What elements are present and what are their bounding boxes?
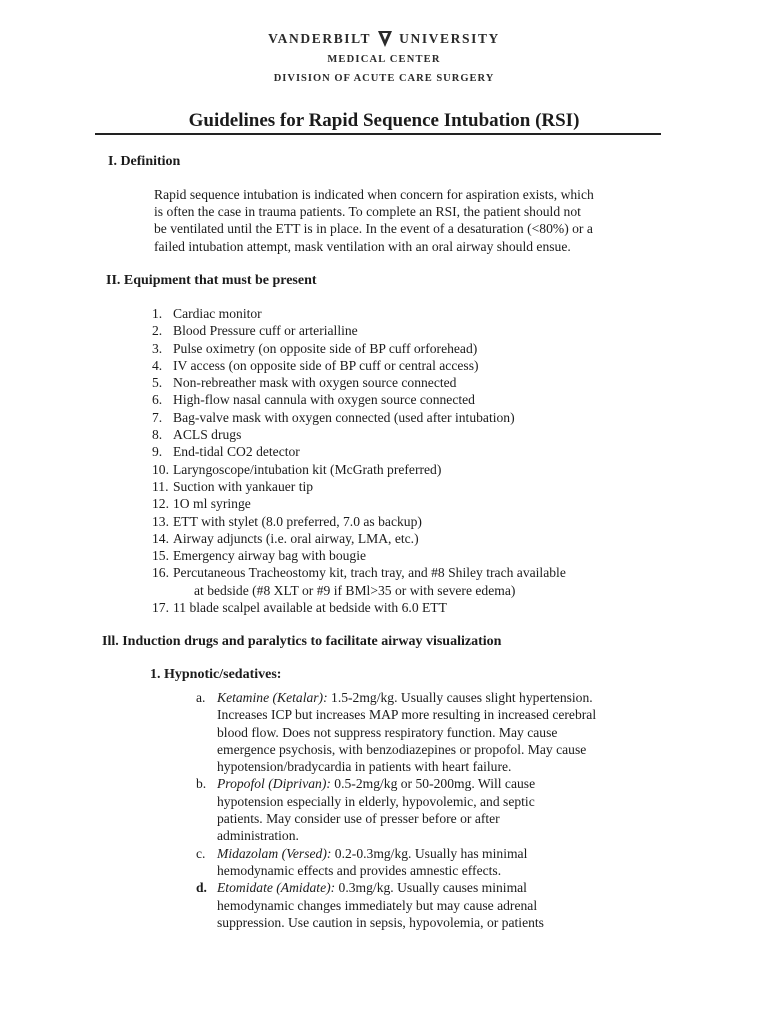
drug-item xyxy=(196,845,636,880)
drug-item-body xyxy=(217,845,636,880)
equipment-item-text: Airway adjuncts (i.e. oral airway, LMA, etc.) xyxy=(173,530,419,546)
drug-item-line: Increases ICP but increases MAP more resulting in increased cerebral xyxy=(217,707,597,723)
drug-description: 0.5-2mg/kg or 50-200mg. Will cause xyxy=(330,776,536,792)
equipment-item-number: 15. xyxy=(152,548,169,564)
document-title: Guidelines for Rapid Sequence Intubation (RSI) xyxy=(188,110,580,131)
equipment-item-text: Cardiac monitor xyxy=(173,306,262,321)
equipment-item xyxy=(152,599,566,616)
equipment-item xyxy=(152,391,566,408)
equipment-item xyxy=(152,426,566,443)
equipment-item xyxy=(152,582,566,599)
equipment-item-text: Percutaneous Tracheostomy kit, trach tray, and #8 Shiley trach available xyxy=(173,565,566,581)
drug-item-letter: b. xyxy=(196,776,207,792)
drug-item xyxy=(196,879,636,931)
drug-item-letter: d. xyxy=(196,880,207,896)
equipment-item-number: 8. xyxy=(152,427,163,443)
drug-description: 1.5-2mg/kg. Usually causes slight hypertension. xyxy=(327,690,593,705)
equipment-item-text: Laryngoscope/intubation kit (McGrath preferred) xyxy=(173,461,442,477)
equipment-item xyxy=(152,530,566,547)
equipment-item-number: 3. xyxy=(152,340,163,356)
equipment-item xyxy=(152,340,566,357)
equipment-item xyxy=(152,564,566,581)
equipment-item-text: Non-rebreather mask with oxygen source connected xyxy=(173,375,457,391)
drug-item xyxy=(196,689,636,775)
equipment-item-number: 13. xyxy=(152,513,169,529)
equipment-item-text: Emergency airway bag with bougie xyxy=(173,548,367,564)
equipment-item-number: 7. xyxy=(152,409,163,425)
equipment-item xyxy=(152,409,566,426)
drug-item-line: hemodynamic effects and provides amnestic effects. xyxy=(217,862,502,878)
definition-line: Rapid sequence intubation is indicated when concern for aspiration exists, which xyxy=(154,187,594,202)
drug-item-line: blood flow. Does not suppress respiratory function. May cause xyxy=(217,724,558,740)
definition-line: is often the case in trauma patients. To complete an RSI, the patient should not xyxy=(154,204,581,220)
drug-item-line: hemodynamic changes immediately but may cause adrenal xyxy=(217,897,538,913)
equipment-item-number: 17. xyxy=(152,600,169,616)
vanderbilt-v-icon xyxy=(377,30,393,48)
equipment-item-number xyxy=(152,582,173,599)
equipment-item-number: 2. xyxy=(152,323,163,339)
drug-item-letter: a. xyxy=(196,690,206,705)
equipment-item-text: End-tidal CO2 detector xyxy=(173,444,300,460)
drug-item-line xyxy=(217,879,636,896)
division-label: DIVISION OF ACUTE CARE SURGERY xyxy=(273,73,495,84)
equipment-item-number: 9. xyxy=(152,444,163,460)
drug-item-line xyxy=(217,845,636,862)
section-heading-induction: Ill. Induction drugs and paralytics to facilitate airway visualization xyxy=(102,634,502,649)
drug-item-line xyxy=(217,689,636,706)
logo-left-text: VANDERBILT xyxy=(268,31,372,46)
equipment-item xyxy=(152,322,566,339)
drug-item-line xyxy=(217,775,636,792)
equipment-item-text: ACLS drugs xyxy=(173,427,242,443)
equipment-item-number: 4. xyxy=(152,357,163,373)
drug-description: 0.2-0.3mg/kg. Usually has minimal xyxy=(331,845,528,861)
equipment-item-number: 10. xyxy=(152,461,169,477)
drug-name: Etomidate (Amidate): xyxy=(217,880,336,896)
equipment-item-text: 1O ml syringe xyxy=(173,496,251,512)
title-divider xyxy=(95,133,661,135)
equipment-item-number: 11. xyxy=(152,478,169,494)
equipment-item xyxy=(152,443,566,460)
drug-name: Propofol (Diprivan): xyxy=(217,776,331,792)
drug-name: Ketamine (Ketalar): xyxy=(217,690,328,705)
definition-line: failed intubation attempt, mask ventilation with an oral airway should ensue. xyxy=(154,238,571,254)
equipment-item-number: 1. xyxy=(152,306,163,321)
drug-item xyxy=(196,775,636,844)
drug-list xyxy=(196,689,636,931)
equipment-item-number: 16. xyxy=(152,565,169,581)
equipment-item-text: ETT with stylet (8.0 preferred, 7.0 as backup) xyxy=(173,513,422,529)
equipment-item xyxy=(152,374,566,391)
drug-item-line: patients. May consider use of presser before or after xyxy=(217,811,500,827)
equipment-list xyxy=(152,305,566,616)
equipment-item-text: IV access (on opposite side of BP cuff or central access) xyxy=(173,357,479,373)
drug-description: 0.3mg/kg. Usually causes minimal xyxy=(335,880,527,896)
equipment-item-number: 5. xyxy=(152,375,163,391)
letterhead xyxy=(0,30,768,84)
drug-item-line: hypotension/bradycardia in patients with heart failure. xyxy=(217,759,512,775)
equipment-item-text: 11 blade scalpel available at bedside with 6.0 ETT xyxy=(173,600,447,616)
drug-item-line: suppression. Use caution in sepsis, hypovolemia, or patients xyxy=(217,914,544,930)
equipment-item-text: Suction with yankauer tip xyxy=(173,478,314,494)
section-heading-equipment: II. Equipment that must be present xyxy=(106,273,317,288)
equipment-item-text: Pulse oximetry (on opposite side of BP cuff orforehead) xyxy=(173,340,478,356)
drug-item-body xyxy=(217,879,636,931)
equipment-item-text: at bedside (#8 XLT or #9 if BMl>35 or with severe edema) xyxy=(194,582,516,598)
equipment-item xyxy=(152,547,566,564)
medical-center-label: MEDICAL CENTER xyxy=(327,54,441,65)
definition-paragraph xyxy=(154,186,634,255)
equipment-item-text: Bag-valve mask with oxygen connected (used after intubation) xyxy=(173,409,515,425)
drug-item-line: hypotension especially in elderly, hypovolemic, and septic xyxy=(217,793,535,809)
equipment-item-number: 6. xyxy=(152,392,163,408)
drug-item-body xyxy=(217,775,636,844)
drug-item-line: administration. xyxy=(217,828,299,844)
definition-line: be ventilated until the ETT is in place. In the event of a desaturation (<80%) or a xyxy=(154,221,593,237)
equipment-item xyxy=(152,305,566,322)
equipment-item-number: 14. xyxy=(152,530,169,546)
drug-item-body xyxy=(217,689,636,775)
drug-item-line: emergence psychosis, with benzodiazepines or propofol. May cause xyxy=(217,741,587,757)
university-logo xyxy=(0,30,768,48)
drug-name: Midazolam (Versed): xyxy=(217,845,332,861)
subheading-hypnotics: 1. Hypnotic/sedatives: xyxy=(150,667,282,682)
equipment-item-text: Blood Pressure cuff or arterialline xyxy=(173,323,358,339)
equipment-item xyxy=(152,513,566,530)
logo-right-text: UNIVERSITY xyxy=(399,31,500,46)
section-heading-definition: I. Definition xyxy=(108,154,181,169)
equipment-item xyxy=(152,357,566,374)
equipment-item xyxy=(152,478,566,495)
equipment-item xyxy=(152,495,566,512)
drug-item-letter: c. xyxy=(196,845,206,861)
equipment-item-text: High-flow nasal cannula with oxygen source connected xyxy=(173,392,475,408)
equipment-item xyxy=(152,461,566,478)
equipment-item-number: 12. xyxy=(152,496,169,512)
